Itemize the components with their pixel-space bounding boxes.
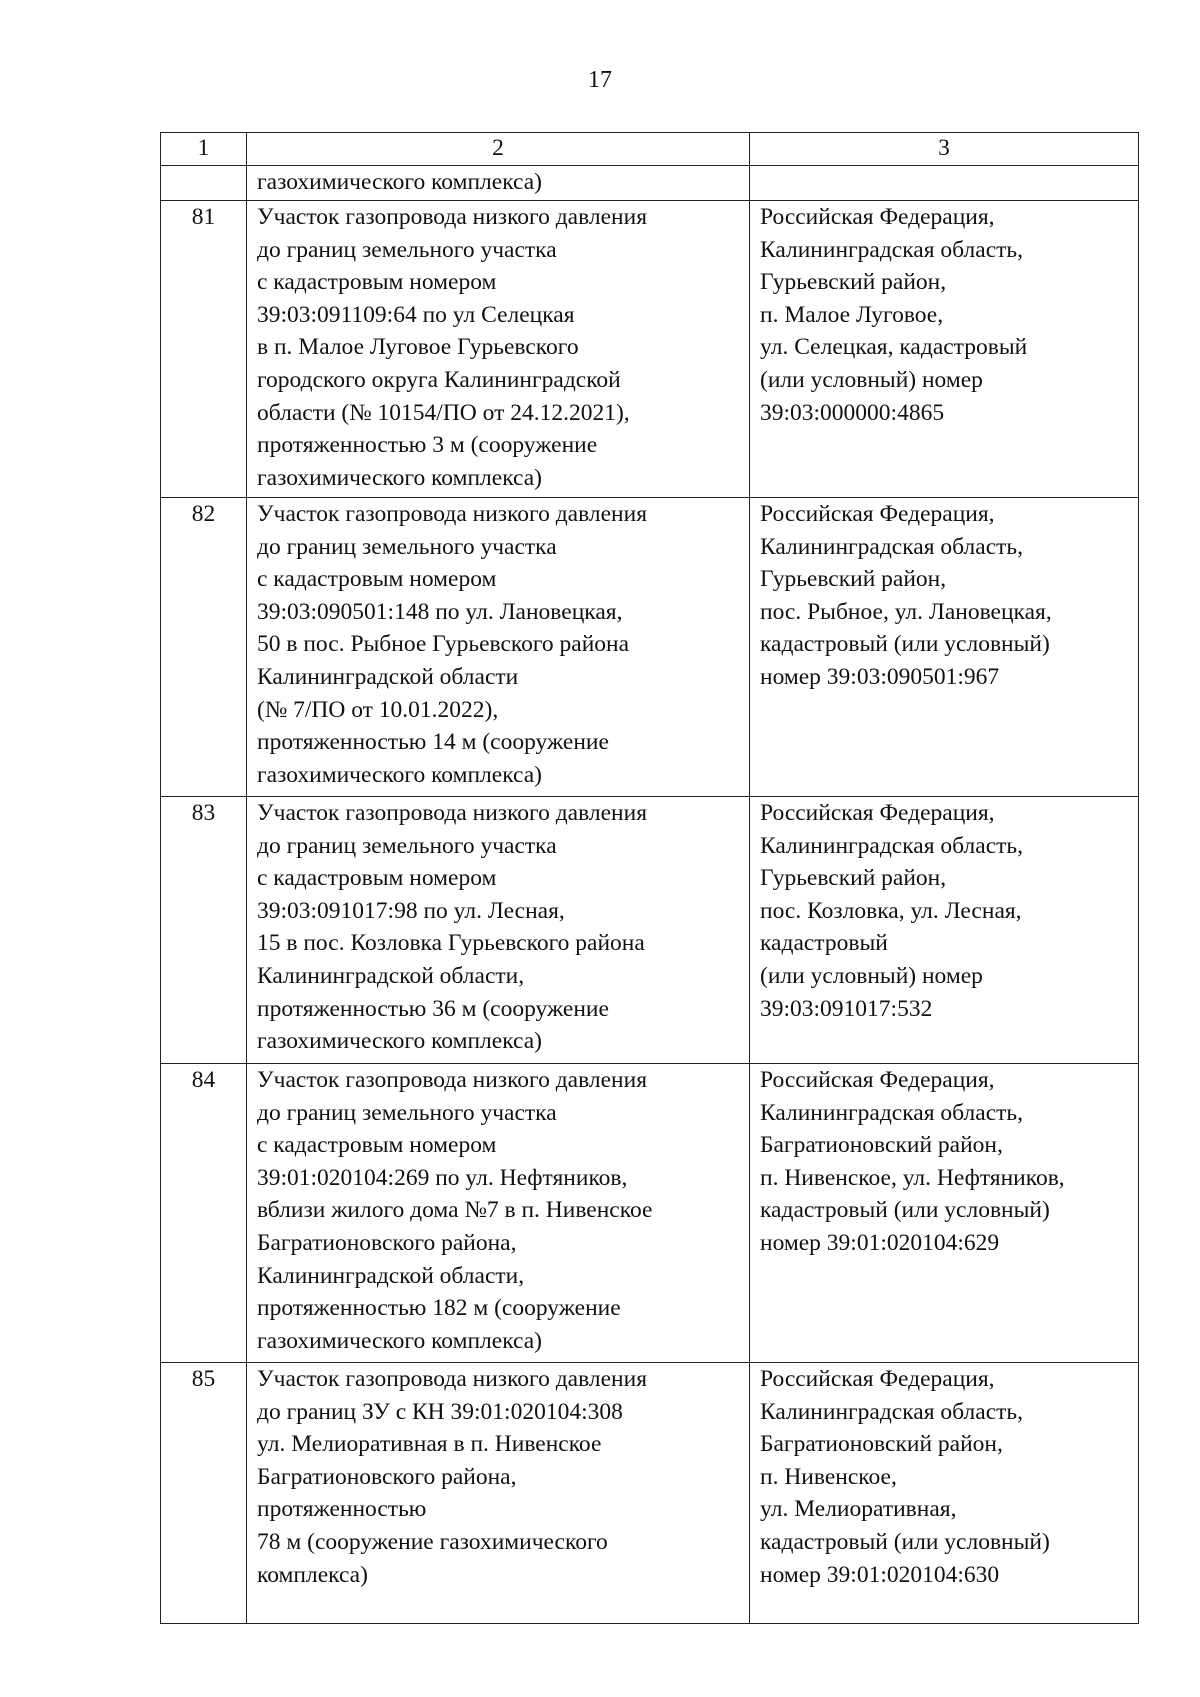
address-cell (750, 201, 1139, 498)
address-line: пос. Козловка, ул. Лесная, (760, 897, 1022, 924)
description-line: с кадастровым номером (257, 566, 497, 593)
description-line: протяженностью 3 м (сооружение (257, 432, 598, 459)
row-number-cell: 85 (161, 1363, 247, 1624)
description-line: (№ 7/ПО от 10.01.2022), (257, 696, 499, 723)
address-line: Калининградская область, (760, 1398, 1023, 1425)
description-line: 15 в пос. Козловка Гурьевского района (257, 930, 645, 957)
description-line: Калининградской области, (257, 962, 525, 989)
description-line: Багратионовского района, (257, 1463, 517, 1490)
row-number-cell (161, 166, 247, 201)
address-line: п. Малое Луговое, (760, 301, 944, 328)
address-line: Российская Федерация, (760, 800, 995, 826)
description-line: Багратионовского района, (257, 1229, 517, 1256)
table-row-continuation (161, 166, 1139, 201)
address-line: Калининградская область, (760, 236, 1023, 263)
description-line: до границ земельного участка (257, 832, 557, 859)
description-cell (247, 498, 750, 797)
description-line: комплекса) (257, 1561, 368, 1588)
description-cell (247, 201, 750, 498)
table-row (161, 1064, 1139, 1363)
description-line: до границ земельного участка (257, 236, 557, 263)
description-line: вблизи жилого дома №7 в п. Нивенское (257, 1197, 653, 1224)
address-line: номер 39:01:020104:630 (760, 1561, 1000, 1588)
row-number-cell: 81 (161, 201, 247, 498)
description-line: газохимического комплекса) (257, 464, 543, 491)
address-line: 39:03:091017:532 (760, 995, 933, 1022)
address-line: Российская Федерация, (760, 1366, 995, 1392)
description-line: протяженностью (257, 1496, 427, 1523)
description-line: с кадастровым номером (257, 865, 497, 892)
address-line: кадастровый (или условный) (760, 631, 1050, 658)
column-header-address: 3 (750, 133, 1139, 166)
description-line: городского округа Калининградской (257, 366, 621, 393)
address-line: Российская Федерация, (760, 1067, 995, 1093)
address-line: Багратионовский район, (760, 1431, 1003, 1458)
column-header-number: 1 (161, 133, 247, 166)
table-header-row (161, 133, 1139, 166)
address-line: (или условный) номер (760, 366, 983, 393)
description-line: до границ земельного участка (257, 1099, 557, 1126)
address-line: Багратионовский район, (760, 1132, 1003, 1159)
address-cell (750, 498, 1139, 797)
description-line: 50 в пос. Рыбное Гурьевского района (257, 631, 630, 658)
description-cell (247, 1363, 750, 1624)
description-line: протяженностью 36 м (сооружение (257, 995, 609, 1022)
address-line: Гурьевский район, (760, 566, 947, 593)
address-line: Калининградская область, (760, 1099, 1023, 1126)
address-line: пос. Рыбное, ул. Лановецкая, (760, 598, 1052, 625)
description-line: протяженностью 182 м (сооружение (257, 1295, 621, 1322)
description-cell (247, 797, 750, 1064)
description-cell (247, 1064, 750, 1363)
row-number-cell: 84 (161, 1064, 247, 1363)
description-line: Калининградской области, (257, 1262, 525, 1289)
address-line: кадастровый (или условный) (760, 1528, 1050, 1555)
description-line: газохимического комплекса) (257, 169, 543, 195)
description-line: газохимического комплекса) (257, 1028, 543, 1055)
page-number: 17 (588, 67, 612, 93)
property-table (160, 132, 1139, 1624)
description-line: 39:03:091017:98 по ул. Лесная, (257, 897, 565, 924)
address-line: Российская Федерация, (760, 204, 995, 230)
address-cell (750, 1064, 1139, 1363)
address-line: Гурьевский район, (760, 865, 947, 892)
address-line: номер 39:03:090501:967 (760, 663, 1000, 690)
table-row (161, 1363, 1139, 1624)
address-line: ул. Мелиоративная, (760, 1496, 957, 1523)
description-line: в п. Малое Луговое Гурьевского (257, 334, 579, 361)
description-line: Участок газопровода низкого давления (257, 501, 648, 527)
address-line: (или условный) номер (760, 962, 983, 989)
description-line: протяженностью 14 м (сооружение (257, 729, 609, 756)
description-cell (247, 166, 750, 201)
address-line: п. Нивенское, ул. Нефтяников, (760, 1164, 1065, 1191)
description-line: Калининградской области (257, 663, 519, 690)
address-cell (750, 797, 1139, 1064)
address-cell (750, 166, 1139, 201)
address-line: п. Нивенское, (760, 1463, 897, 1490)
description-line: до границ ЗУ с КН 39:01:020104:308 (257, 1398, 623, 1425)
description-line: 39:03:090501:148 по ул. Лановецкая, (257, 598, 623, 625)
description-line: Участок газопровода низкого давления (257, 1366, 648, 1392)
address-line: Российская Федерация, (760, 501, 995, 527)
table-rows (161, 201, 1139, 1624)
description-line: 78 м (сооружение газохимического (257, 1528, 608, 1555)
table-row (161, 498, 1139, 797)
description-line: газохимического комплекса) (257, 761, 543, 788)
description-line: ул. Мелиоративная в п. Нивенское (257, 1431, 602, 1458)
description-line: 39:03:091109:64 по ул Селецкая (257, 301, 575, 328)
address-line: кадастровый (760, 930, 888, 957)
address-line: кадастровый (или условный) (760, 1197, 1050, 1224)
description-line: 39:01:020104:269 по ул. Нефтяников, (257, 1164, 628, 1191)
address-line: Калининградская область, (760, 832, 1023, 859)
address-line: Гурьевский район, (760, 269, 947, 296)
column-header-description: 2 (247, 133, 750, 166)
description-line: области (№ 10154/ПО от 24.12.2021), (257, 399, 630, 426)
row-number-cell: 82 (161, 498, 247, 797)
row-number-cell: 83 (161, 797, 247, 1064)
description-line: до границ земельного участка (257, 533, 557, 560)
address-line: номер 39:01:020104:629 (760, 1229, 1000, 1256)
description-line: с кадастровым номером (257, 269, 497, 296)
address-cell (750, 1363, 1139, 1624)
description-line: Участок газопровода низкого давления (257, 800, 648, 826)
address-line: Калининградская область, (760, 533, 1023, 560)
description-line: Участок газопровода низкого давления (257, 1067, 648, 1093)
table-row (161, 797, 1139, 1064)
table-row (161, 201, 1139, 498)
description-line: Участок газопровода низкого давления (257, 204, 648, 230)
description-line: с кадастровым номером (257, 1132, 497, 1159)
address-line: ул. Селецкая, кадастровый (760, 334, 1028, 361)
address-line: 39:03:000000:4865 (760, 399, 945, 426)
description-line: газохимического комплекса) (257, 1327, 543, 1354)
